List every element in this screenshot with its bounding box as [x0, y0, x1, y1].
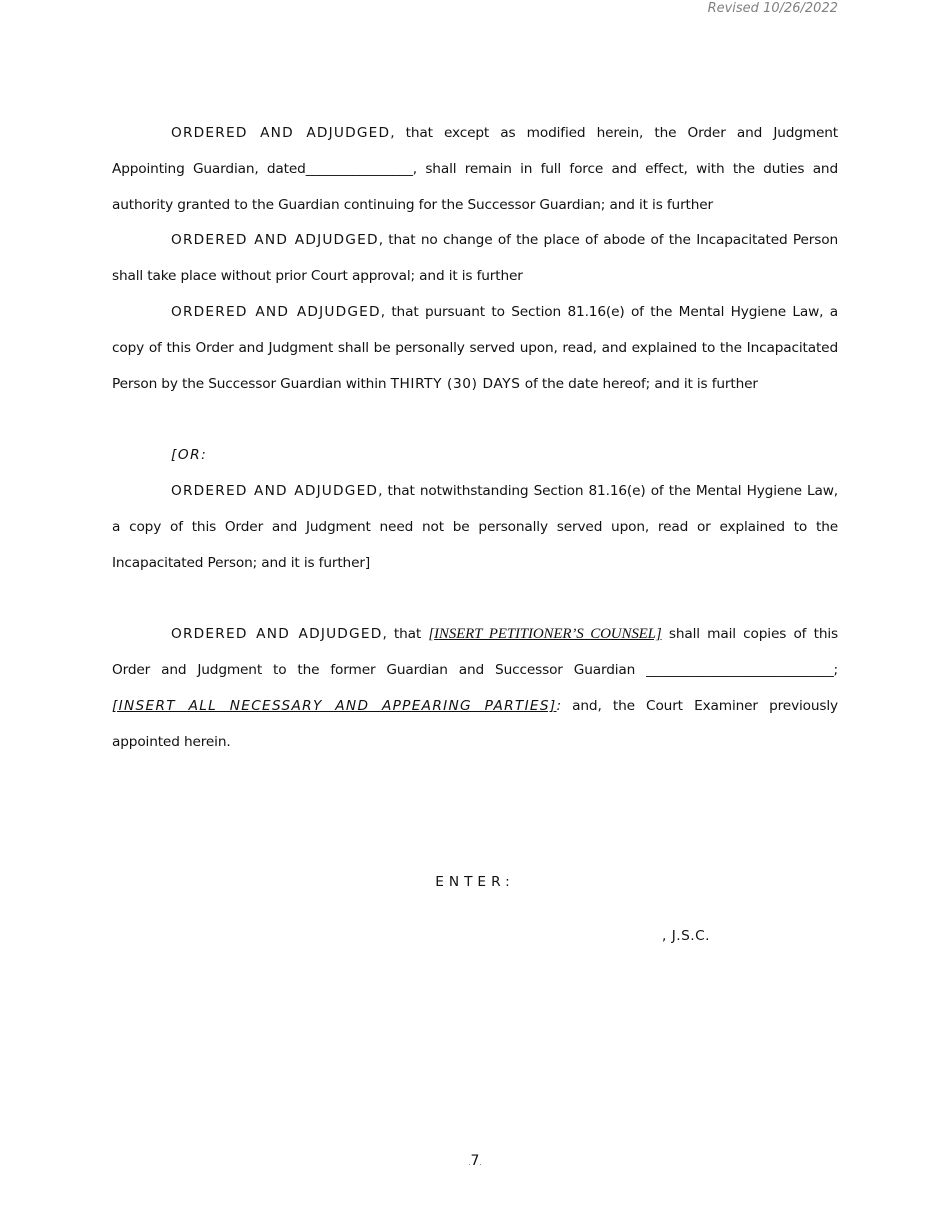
page-number	[0, 1153, 950, 1169]
paragraph-text: , that	[382, 626, 429, 643]
page-number-dot-2: .	[479, 1159, 482, 1167]
paragraph-text: , that notwithstanding Section 81.16(e) of the Mental Hygiene Law, a copy of this Order and Judgment need not be personally served upon, read or explained to the Incapacitated Person; and it is further]	[112, 482, 838, 571]
ordered-adjudged-lead: ORDERED AND ADJUDGED	[171, 232, 379, 249]
paragraph-text: , that no change of the place of abode of the Incapacitated Person shall take place without prior Court approval; and it is further	[112, 232, 838, 285]
or-label: [OR:	[171, 447, 208, 464]
paragraph-text: shall mail copies of this Order and Judgment to the former Guardian and Successor Guardian ____________________________;	[112, 626, 838, 678]
paragraph-mail-copies	[112, 617, 838, 760]
jsc-signature-line: , J.S.C.	[662, 928, 711, 944]
parties-colon: :	[556, 697, 561, 714]
ordered-adjudged-lead: ORDERED AND ADJUDGED	[171, 125, 391, 141]
counsel-placeholder: [INSERT PETITIONER’S COUNSEL]	[428, 626, 662, 643]
paragraph-text: of the date hereof; and it is further	[520, 375, 758, 392]
paragraph-text: , that except as modified herein, the Order and Judgment Appointing Guardian, dated________________, shall remain in full force and effect, with the duties and authority granted to the Guardian continuing for the Successor Guardian; and it is further	[112, 125, 839, 213]
ordered-adjudged-lead: ORDERED AND ADJUDGED	[171, 482, 379, 499]
parties-placeholder: [INSERT ALL NECESSARY AND APPEARING PARTIES]	[112, 697, 557, 714]
paragraph-no-service	[112, 474, 838, 581]
thirty-days: THIRTY (30) DAYS	[390, 375, 521, 392]
paragraph-text: and, the Court Examiner previously appointed herein.	[112, 697, 839, 750]
revision-date: Revised 10/26/2022	[707, 1, 838, 16]
enter-label: ENTER:	[435, 874, 515, 890]
order-body	[112, 116, 838, 760]
page-number-value: 7	[470, 1153, 480, 1169]
paragraph-text: , that pursuant to Section 81.16(e) of the Mental Hygiene Law, a copy of this Order and Judgment shall be personally served upon, read, and explained to the Incapacitated Person by the Successor Guardian within	[112, 303, 839, 392]
paragraph-order-continue	[112, 116, 838, 223]
paragraph-abode	[112, 223, 838, 295]
page-number-dot: .	[468, 1159, 471, 1167]
ordered-adjudged-lead: ORDERED AND ADJUDGED	[171, 303, 381, 320]
ordered-adjudged-lead: ORDERED AND ADJUDGED	[171, 626, 383, 643]
paragraph-service	[112, 295, 838, 402]
